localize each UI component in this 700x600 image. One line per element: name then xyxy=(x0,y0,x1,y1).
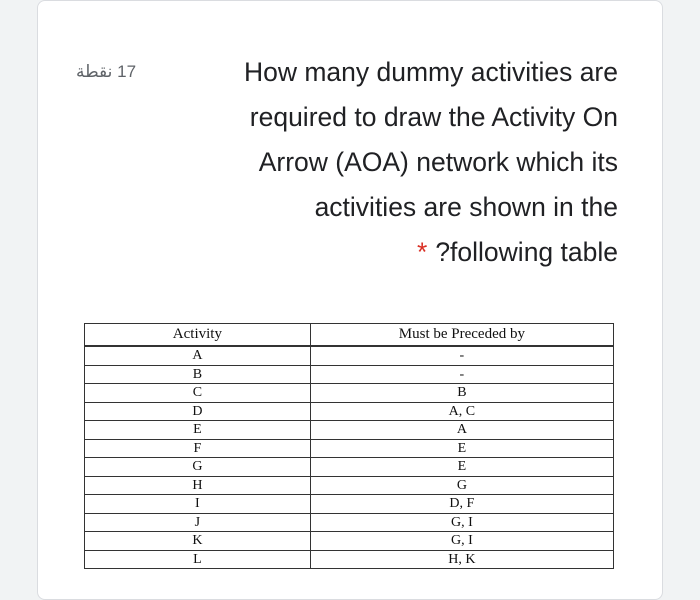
question-line-1: How many dummy activities are xyxy=(243,57,618,87)
activity-cell: J xyxy=(85,513,311,532)
activity-cell: D xyxy=(85,402,311,421)
table-row xyxy=(85,495,614,514)
header-activity: Activity xyxy=(85,324,311,347)
predecessor-cell: G xyxy=(310,476,613,495)
question-line-3: Arrow (AOA) network which its xyxy=(258,147,618,177)
activity-cell: K xyxy=(85,532,311,551)
table-row xyxy=(85,421,614,440)
table-header-row xyxy=(85,324,614,347)
predecessor-cell: E xyxy=(310,458,613,477)
predecessor-cell: - xyxy=(310,365,613,384)
table-row xyxy=(85,532,614,551)
header-preceded-by: Must be Preceded by xyxy=(310,324,613,347)
activity-table xyxy=(84,323,614,569)
table-row xyxy=(85,365,614,384)
table-row xyxy=(85,402,614,421)
question-line-5 xyxy=(170,230,618,275)
table-row xyxy=(85,384,614,403)
activity-cell: A xyxy=(85,346,311,365)
predecessor-cell: B xyxy=(310,384,613,403)
activity-cell: L xyxy=(85,550,311,569)
table-row xyxy=(85,458,614,477)
activity-cell: G xyxy=(85,458,311,477)
question-line-4: activities are shown in the xyxy=(314,192,618,222)
question-line-2: required to draw the Activity On xyxy=(249,102,618,132)
table-row xyxy=(85,346,614,365)
activity-cell: C xyxy=(85,384,311,403)
predecessor-cell: - xyxy=(310,346,613,365)
question-line-5-text: ?following table xyxy=(435,237,618,267)
predecessor-cell: E xyxy=(310,439,613,458)
predecessor-cell: H, K xyxy=(310,550,613,569)
predecessor-cell: A xyxy=(310,421,613,440)
activity-cell: E xyxy=(85,421,311,440)
question-text xyxy=(170,50,618,275)
table-row xyxy=(85,476,614,495)
required-asterisk: * xyxy=(416,237,428,267)
activity-cell: B xyxy=(85,365,311,384)
predecessor-cell: D, F xyxy=(310,495,613,514)
activity-cell: I xyxy=(85,495,311,514)
activity-cell: F xyxy=(85,439,311,458)
points-label: 17 نقطة xyxy=(76,62,137,81)
predecessor-cell: A, C xyxy=(310,402,613,421)
activity-cell: H xyxy=(85,476,311,495)
table-row xyxy=(85,550,614,569)
predecessor-cell: G, I xyxy=(310,532,613,551)
predecessor-cell: G, I xyxy=(310,513,613,532)
table-row xyxy=(85,513,614,532)
activity-table-image xyxy=(84,323,614,569)
table-row xyxy=(85,439,614,458)
